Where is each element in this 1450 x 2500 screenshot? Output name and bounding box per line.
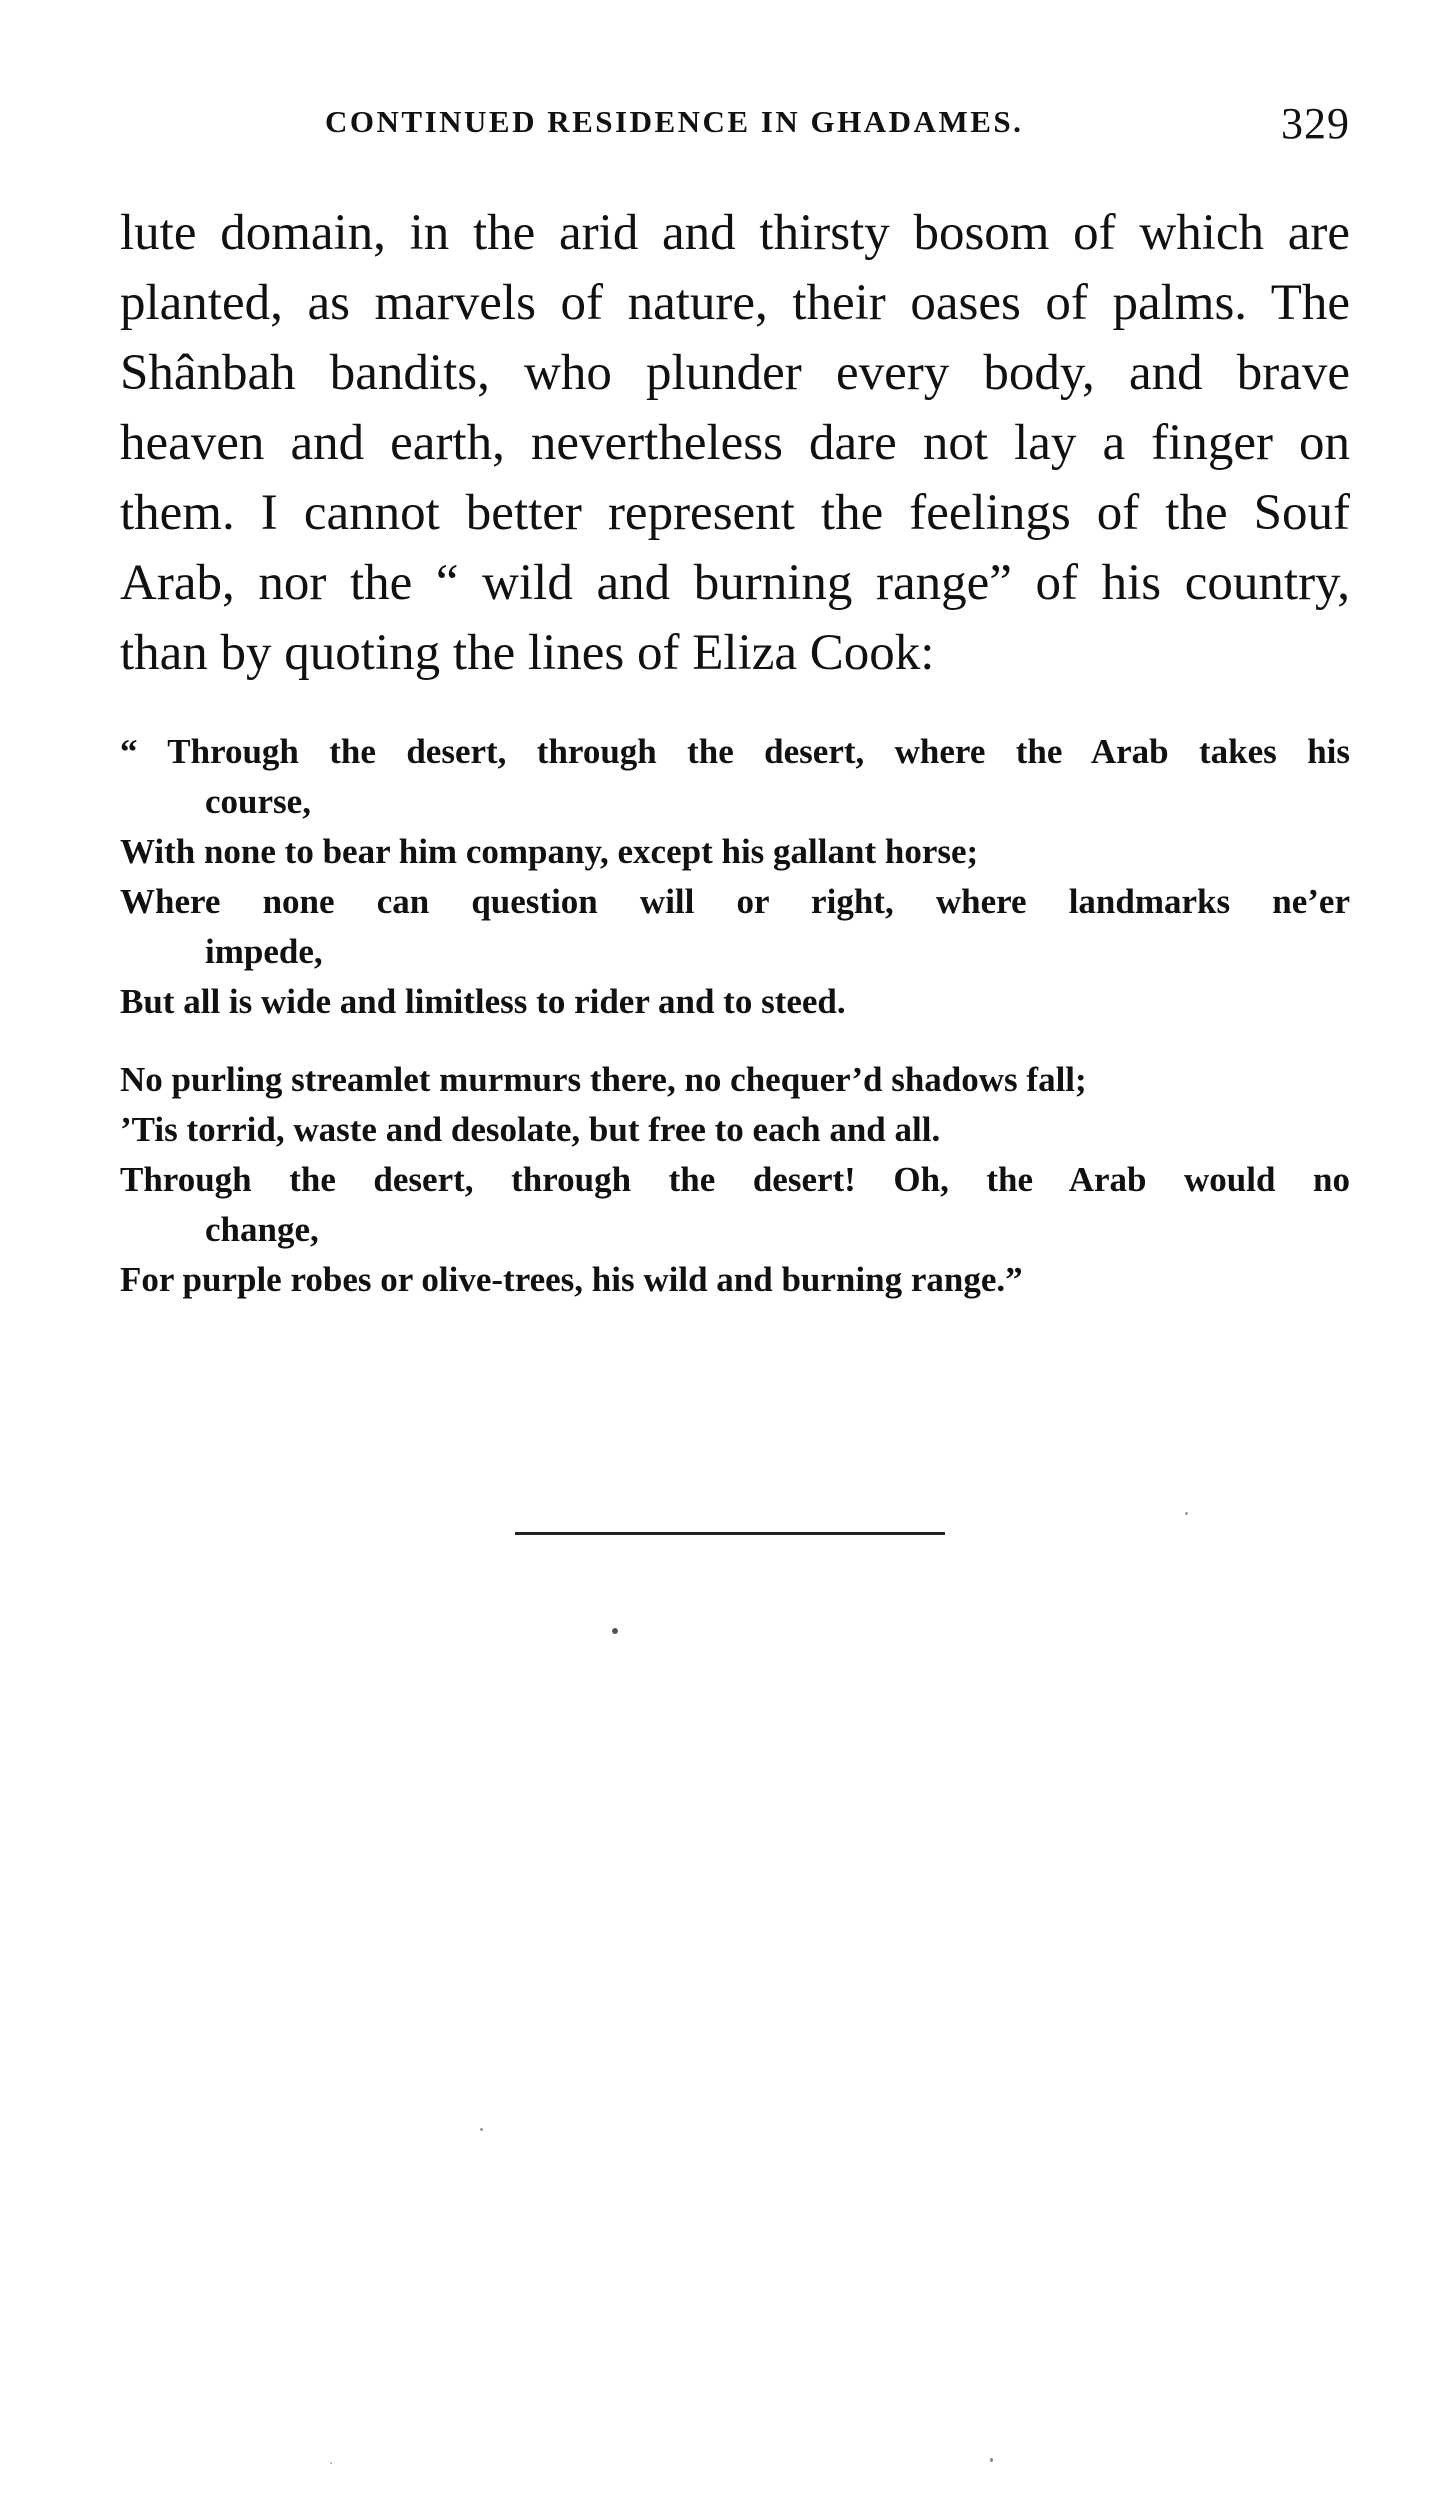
prose-line: than by quoting the lines of Eliza Cook: [120, 625, 935, 681]
verse-line: Through the desert, through the desert! Oh, the Arab would no [120, 1160, 1350, 1199]
section-end-rule [515, 1532, 945, 1535]
prose-line: planted, as marvels of nature, their oases of palms. The [120, 275, 1350, 331]
verse-line: Where none can question will or right, where landmarks ne’er [120, 882, 1350, 921]
verse-quotation [120, 727, 1350, 1333]
verse-line: “ Through the desert, through the desert, where the Arab takes his [120, 732, 1350, 771]
prose-line: lute domain, in the arid and thirsty bosom of which are [120, 205, 1350, 261]
stanza [120, 727, 1350, 1027]
prose-line: them. I cannot better represent the feelings of the Souf [120, 485, 1350, 541]
prose-line: Arab, nor the “ wild and burning range” of his country, [120, 555, 1350, 611]
paper-speck [480, 2128, 483, 2131]
prose-line: Shânbah bandits, who plunder every body, and brave [120, 345, 1350, 401]
verse-line: With none to bear him company, except his gallant horse; [120, 832, 979, 871]
paper-speck [990, 2458, 993, 2462]
prose-line: heaven and earth, nevertheless dare not lay a finger on [120, 415, 1350, 471]
prose-paragraph [120, 198, 1350, 688]
verse-line: impede, [205, 932, 323, 971]
verse-line: No purling streamlet murmurs there, no chequer’d shadows fall; [120, 1060, 1087, 1099]
page-number: 329 [1281, 99, 1350, 148]
paper-speck [612, 1628, 618, 1634]
paper-speck [330, 2462, 332, 2464]
verse-line: For purple robes or olive-trees, his wild and burning range.” [120, 1260, 1023, 1299]
verse-line: ’Tis torrid, waste and desolate, but free to each and all. [120, 1110, 941, 1149]
running-head [120, 98, 1350, 158]
verse-line: course, [205, 782, 311, 821]
verse-line: But all is wide and limitless to rider and to steed. [120, 982, 846, 1021]
verse-line: change, [205, 1210, 319, 1249]
paper-speck [1185, 1512, 1188, 1515]
running-title: CONTINUED RESIDENCE IN GHADAMES. [325, 104, 1024, 139]
stanza [120, 1055, 1350, 1305]
